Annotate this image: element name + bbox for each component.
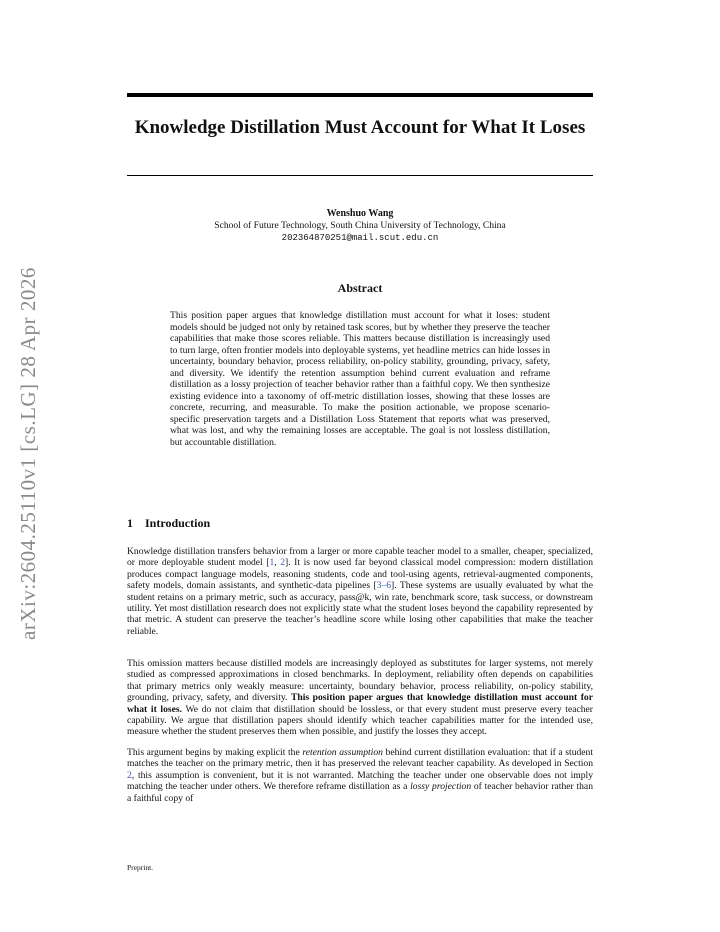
p1-sep: , (274, 557, 281, 569)
author-affiliation: School of Future Technology, South China University of Technology, China (214, 220, 506, 231)
p3-text-d: of teacher behavior rather than a faithful copy of (127, 781, 593, 804)
p1-text-b: ]. It is now used far beyond classical model compression: modern distillation produces compact language models, reasoning students, code and tool-using agents, retrieval-augmented components, safety models, domain assistants, and synthetic-data pipelines [ (127, 557, 593, 592)
p3-text-a: This argument begins by making explicit the (127, 747, 303, 758)
p1-text-a: Knowledge distillation transfers behavior from a larger or more capable teacher model to a smaller, cheaper, specialized, or more deployable student model [ (127, 546, 593, 569)
section-number: 1 (127, 516, 133, 530)
position-statement: This position paper argues that knowledge distillation must account for what it loses. (127, 692, 593, 715)
p3-text-b: behind current distillation evaluation: that if a student matches the teacher on the primary metric, then it has preserved the relevant teacher capability. As developed in Section (127, 747, 594, 770)
title-rule-bottom (127, 175, 593, 176)
arxiv-identifier: arXiv:2604.25110v1 [cs.LG] 28 Apr 2026 (16, 267, 40, 640)
intro-paragraph-2 (127, 658, 593, 738)
p2-text-a: This omission matters because distilled models are increasingly deployed as substitutes for larger systems, not merely studied as compressed approximations in closed benchmarks. In deployment, reliability often depends on capabilities that primary metrics only weakly measure: uncertainty, boundary behavior, process reliability, on-policy stability, grounding, privacy, safety, and diversity. (127, 658, 593, 704)
p1-text-c: ]. These systems are usually evaluated by what the student retains on a primary metric, such as accuracy, pass@k, win rate, benchmark score, task success, or downstream utility. Yet most distillation research does not explicitly state what the student loses beyond the capability represented by that metric. A student can preserve the teacher’s headline score while losing other capabilities that make the teacher reliable. (127, 580, 593, 637)
p3-text-c: , this assumption is convenient, but it is not warranted. Matching the teacher under one observable does not imply matching the teacher under others. We therefore reframe distillation as a (127, 769, 593, 793)
citation-link[interactable]: 1 (269, 557, 275, 569)
section-reference-link[interactable]: 2 (127, 769, 132, 781)
lossy-projection-term: lossy projection (410, 781, 472, 793)
section-title: Introduction (145, 516, 211, 530)
abstract-heading: Abstract (337, 281, 383, 295)
citation-link[interactable]: 2 (280, 557, 286, 569)
paper-title: Knowledge Distillation Must Account for What It Loses (134, 117, 586, 138)
footer-preprint: Preprint. (127, 863, 154, 872)
section-heading-introduction (127, 516, 210, 531)
abstract-text: This position paper argues that knowledge distillation must account for what it loses: student models should be judged not only by retained task scores, but by whether they preserve the teacher capabilities that make those scores reliable. This matters because distillation is increasingly used to turn large, often frontier models into deployable systems, yet headline metrics can hide losses in uncertainty, boundary behavior, process reliability, on-policy stability, grounding, privacy, safety, and diversity. We identify the retention assumption behind current evaluation and reframe distillation as a lossy projection of teacher behavior rather than a faithful copy. We then synthesize existing evidence into a taxonomy of off-metric distillation losses, showing that these losses are concrete, recurring, and measurable. To make the position actionable, we propose scenario-specific preservation targets and a Distillation Loss Statement that reports what was preserved, what was lost, and why the remaining losses are acceptable. The goal is not lossless distillation, but accountable distillation. (170, 310, 550, 448)
author-email[interactable]: 202364870251@mail.scut.edu.cn (281, 233, 439, 243)
title-rule-top (127, 93, 593, 97)
retention-assumption-term: retention assumption (302, 747, 383, 758)
author-block (127, 208, 593, 244)
p2-text-b: We do not claim that distillation should be lossless, or that every student must preserve every teacher capability. We argue that distillation papers should identify which teacher capabilities matter for the intended use, measure whether the student preserves them when possible, and justify the losses they accept. (127, 703, 593, 738)
intro-paragraph-1 (127, 546, 593, 637)
citation-link[interactable]: 3–6 (376, 580, 392, 592)
intro-paragraph-3 (127, 747, 593, 804)
author-name: Wenshuo Wang (326, 208, 394, 219)
